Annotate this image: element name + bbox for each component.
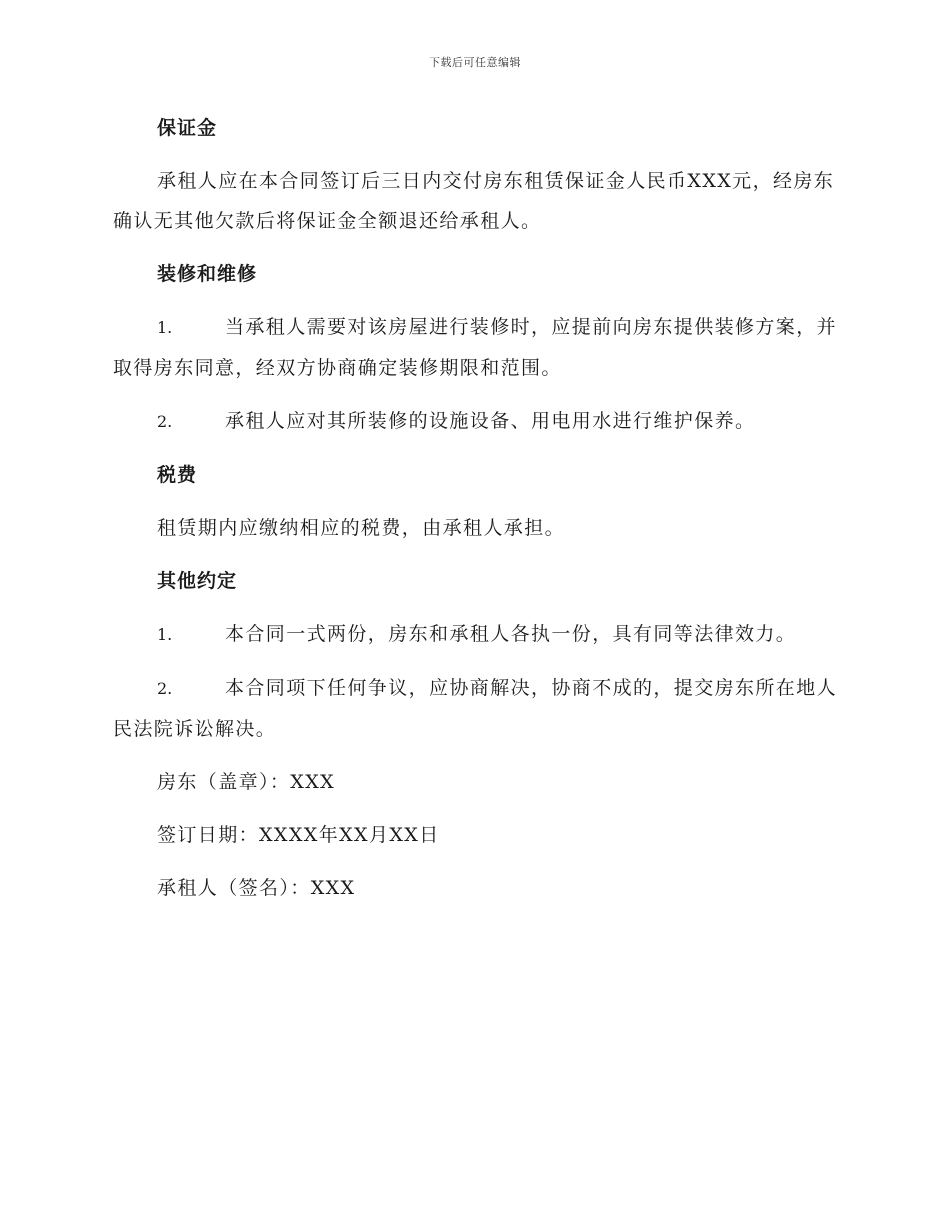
other-item-2 bbox=[113, 668, 843, 749]
tax-paragraph: 租赁期内应缴纳相应的税费，由承租人承担。 bbox=[157, 517, 566, 539]
deposit-paragraph: 承租人应在本合同签订后三日内交付房东租赁保证金人民币XXX元，经房东确认无其他欠款后将保证金全额退还给承租人。 bbox=[113, 170, 835, 232]
renovation-item-1 bbox=[113, 307, 843, 388]
item-text: 承租人应对其所装修的设施设备、用电用水进行维护保养。 bbox=[225, 410, 756, 432]
item-text: 本合同一式两份，房东和承租人各执一份，具有同等法律效力。 bbox=[225, 623, 797, 645]
header-note: 下载后可任意编辑 bbox=[429, 56, 521, 69]
landlord-signature-line: 房东（盖章）：XXX bbox=[157, 771, 336, 793]
item-number: 1. bbox=[157, 318, 173, 337]
tenant-signature-line: 承租人（签名）：XXX bbox=[157, 877, 356, 899]
signing-date-line: 签订日期：XXXX年XX月XX日 bbox=[157, 824, 440, 846]
item-text: 当承租人需要对该房屋进行装修时，应提前向房东提供装修方案，并取得房东同意，经双方协商确定装修期限和范围。 bbox=[113, 316, 838, 379]
section-title-deposit: 保证金 bbox=[157, 117, 218, 139]
renovation-item-2 bbox=[113, 401, 843, 442]
section-title-tax: 税费 bbox=[157, 464, 198, 486]
item-number: 1. bbox=[157, 625, 173, 644]
item-text: 本合同项下任何争议，应协商解决，协商不成的，提交房东所在地人民法院诉讼解决。 bbox=[113, 677, 838, 740]
item-number: 2. bbox=[157, 412, 173, 431]
section-title-other: 其他约定 bbox=[157, 570, 238, 592]
item-number: 2. bbox=[157, 679, 173, 698]
document-body bbox=[113, 108, 843, 921]
other-item-1 bbox=[113, 614, 843, 655]
section-title-renovation: 装修和维修 bbox=[157, 263, 258, 285]
